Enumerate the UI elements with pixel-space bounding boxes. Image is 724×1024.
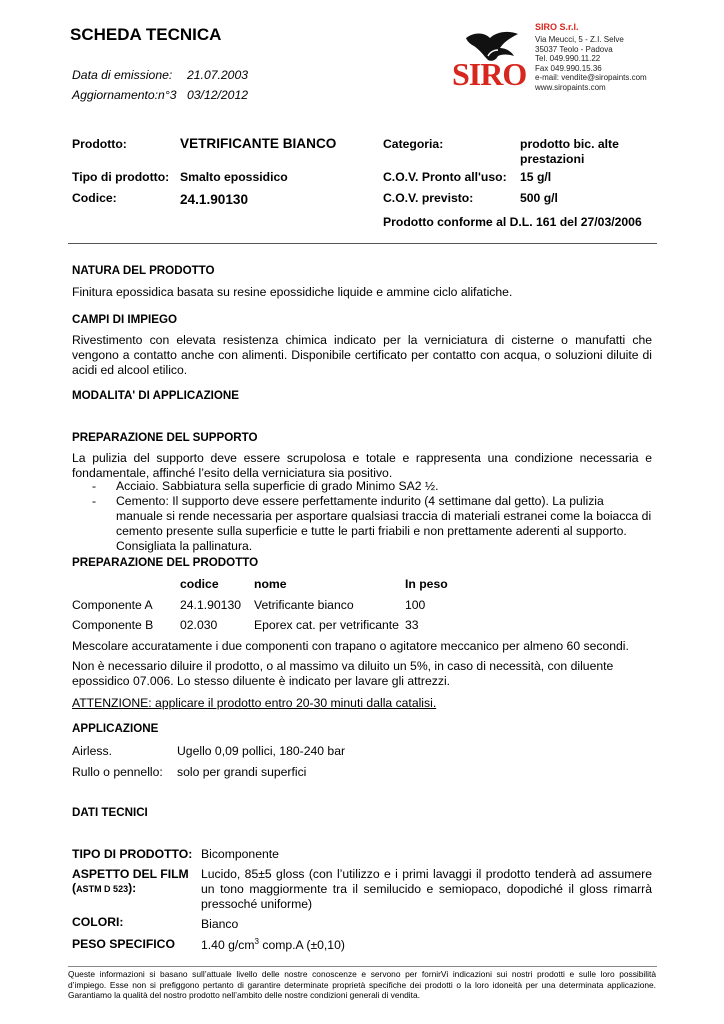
bullet-dash: -: [92, 494, 97, 508]
cov-prev-value: 500 g/l: [520, 191, 558, 205]
prep-prodotto-title: PREPARAZIONE DEL PRODOTTO: [72, 556, 259, 569]
cov-uso-label: C.O.V. Pronto all'uso:: [383, 170, 507, 184]
web-line: www.siropaints.com: [535, 82, 606, 92]
footer-disclaimer: [68, 969, 656, 1001]
dati-tipo-label: TIPO DI PRODOTTO:: [72, 847, 193, 861]
categoria-value-1: prodotto bic. alte: [520, 137, 619, 151]
footer-divider: [68, 966, 657, 967]
table-row-nome: Eporex cat. per vetrificante: [254, 618, 399, 632]
bullet-2-line: Consigliata la pallinatura.: [116, 539, 253, 553]
dati-title: DATI TECNICI: [72, 806, 148, 819]
rullo-value: solo per grandi superfici: [177, 765, 307, 779]
categoria-label: Categoria:: [383, 137, 444, 151]
table-row-codice: 02.030: [180, 618, 218, 632]
update-value: 03/12/2012: [187, 88, 248, 102]
supporto-line: fondamentale, affinché l’esito della verniciatura sia positivo.: [72, 466, 393, 480]
prodotto-label: Prodotto:: [72, 137, 127, 151]
natura-title: NATURA DEL PRODOTTO: [72, 264, 215, 277]
aspetto-line: un tono maggiormente tra il semilucido e semiopaco, dopodiché il gloss rimarrà: [201, 882, 652, 896]
aspetto-sub-close: ):: [128, 881, 137, 895]
table-row-peso: 33: [405, 618, 419, 632]
modalita-title: MODALITA' DI APPLICAZIONE: [72, 389, 239, 402]
update-label: Aggiornamento:n°3: [72, 88, 177, 102]
campi-line: vengono a contatto anche con alimenti. Disponibile certificato per contatto con acqua, o soluzioni diluite di: [72, 348, 652, 362]
dil-line: epossidico 07.006. Lo stesso diluente è indicato per lavare gli attrezzi.: [72, 674, 451, 688]
page-title: SCHEDA TECNICA: [70, 25, 222, 44]
company-address: [535, 35, 647, 93]
codice-value: 24.1.90130: [180, 192, 249, 207]
table-header-peso: In peso: [405, 577, 448, 591]
tipo-label: Tipo di prodotto:: [72, 170, 170, 184]
emission-value: 21.07.2003: [187, 68, 248, 82]
supporto-line: La pulizia del supporto deve essere scrupolosa e totale e rappresenta una condizione necessaria e: [72, 451, 652, 465]
tipo-value: Smalto epossidico: [180, 170, 288, 184]
cov-prev-label: C.O.V. previsto:: [383, 191, 474, 205]
bullet-2: [116, 494, 656, 554]
table-row-peso: 100: [405, 598, 426, 612]
table-header-codice: codice: [180, 577, 219, 591]
aspetto-sub: ASTM D 523: [76, 884, 129, 894]
header-divider: [68, 243, 657, 244]
prodotto-value: VETRIFICANTE BIANCO: [180, 136, 337, 151]
emission-label: Data di emissione:: [72, 68, 173, 82]
dati-colori-label: COLORI:: [72, 915, 124, 929]
footer-line: d’impiego. Esse non si prefiggono pertanto di garantire determinate proprietà specifiche dei prodotti o la loro idoneità per una determinata applicazione.: [68, 979, 656, 990]
fax-line: Fax 049.990.15.36: [535, 63, 602, 73]
bullet-dash: -: [92, 479, 97, 493]
dati-colori-value: Bianco: [201, 917, 239, 931]
dati-aspetto-sublabel: [72, 881, 136, 895]
diluizione-text: [72, 659, 652, 689]
email-line: e-mail: vendite@siropaints.com: [535, 73, 647, 83]
dil-line: Non è necessario diluire il prodotto, o al massimo va diluito un 5%, in caso di necessità, con diluente: [72, 659, 614, 673]
peso-sup: 3: [254, 937, 259, 946]
dati-aspetto-label: ASPETTO DEL FILM: [72, 867, 189, 881]
aspetto-line: pressoché uniforme): [201, 897, 313, 911]
supporto-text: [72, 451, 652, 481]
campi-title: CAMPI DI IMPIEGO: [72, 313, 177, 326]
table-row-nome: Vetrificante bianco: [254, 598, 354, 612]
attention-text: ATTENZIONE: applicare il prodotto entro 20-30 minuti dalla catalisi.: [72, 696, 437, 710]
tel-line: Tel. 049.990.11.22: [535, 54, 601, 64]
table-row-label: Componente A: [72, 598, 153, 612]
dati-aspetto-value: [201, 867, 652, 912]
peso-value-b: comp.A (±0,10): [258, 938, 345, 953]
airless-label: Airless.: [72, 744, 112, 758]
footer-line: Garantiamo la qualità del nostro prodotto nell’ambito delle nostre condizioni generali di vendita.: [68, 990, 420, 1000]
conforme-text: Prodotto conforme al D.L. 161 del 27/03/2006: [383, 215, 642, 229]
table-row-label: Componente B: [72, 618, 154, 632]
dati-peso-label: PESO SPECIFICO: [72, 937, 175, 951]
aspetto-line: Lucido, 85±5 gloss (con l’utilizzo e i primi lavaggi il prodotto tenderà ad assumere: [201, 867, 652, 881]
footer-line: Queste informazioni si basano sull’attuale livello delle nostre conoscenze e servono per fornirVi indicazioni sui nostri prodotti e sulle loro possibilità: [68, 969, 656, 979]
rullo-label: Rullo o pennello:: [72, 765, 163, 779]
table-row-codice: 24.1.90130: [180, 598, 241, 612]
applicazione-title: APPLICAZIONE: [72, 722, 159, 735]
airless-value: Ugello 0,09 pollici, 180-240 bar: [177, 744, 346, 758]
dati-tipo-value: Bicomponente: [201, 847, 279, 861]
bullet-2-line: manuale si rende necessaria per asportare qualsiasi traccia di materiali estranei come la boiacca di: [116, 509, 652, 523]
table-header-nome: nome: [254, 577, 287, 591]
natura-text: Finitura epossidica basata su resine epossidiche liquide e ammine ciclo alifatiche.: [72, 285, 513, 299]
city-line: 35037 Teolo - Padova: [535, 44, 613, 54]
address-line: Via Meucci, 5 - Z.I. Selve: [535, 35, 624, 44]
cov-uso-value: 15 g/l: [520, 170, 552, 184]
campi-text: [72, 333, 652, 378]
supporto-title: PREPARAZIONE DEL SUPPORTO: [72, 431, 258, 444]
codice-label: Codice:: [72, 191, 117, 205]
company-name: SIRO S.r.l.: [535, 22, 579, 32]
aspetto-sub-open: (: [72, 881, 77, 895]
peso-value-a: 1.40 g/cm: [201, 938, 255, 953]
campi-line: Rivestimento con elevata resistenza chimica indicato per la verniciatura di cisterne o manufatti che: [72, 333, 652, 347]
bullet-1: Acciaio. Sabbiatura sella superficie di grado Minimo SA2 ½.: [116, 479, 439, 493]
bullet-2-line: Cemento: Il supporto deve essere perfettamente indurito (4 settimane dal getto). La pulizia: [116, 494, 604, 508]
mix-text: Mescolare accuratamente i due componenti con trapano o agitatore meccanico per almeno 60 secondi.: [72, 639, 629, 653]
dati-peso-value: [201, 937, 345, 952]
bullet-2-line: cemento presente sulla superficie e tutte le parti friabili e non prettamente aderenti al supporto.: [116, 524, 627, 538]
campi-line: acidi ed alcool etilico.: [72, 363, 188, 377]
categoria-value-2: prestazioni: [520, 152, 585, 166]
siro-logo-word: SIRO: [452, 56, 527, 92]
